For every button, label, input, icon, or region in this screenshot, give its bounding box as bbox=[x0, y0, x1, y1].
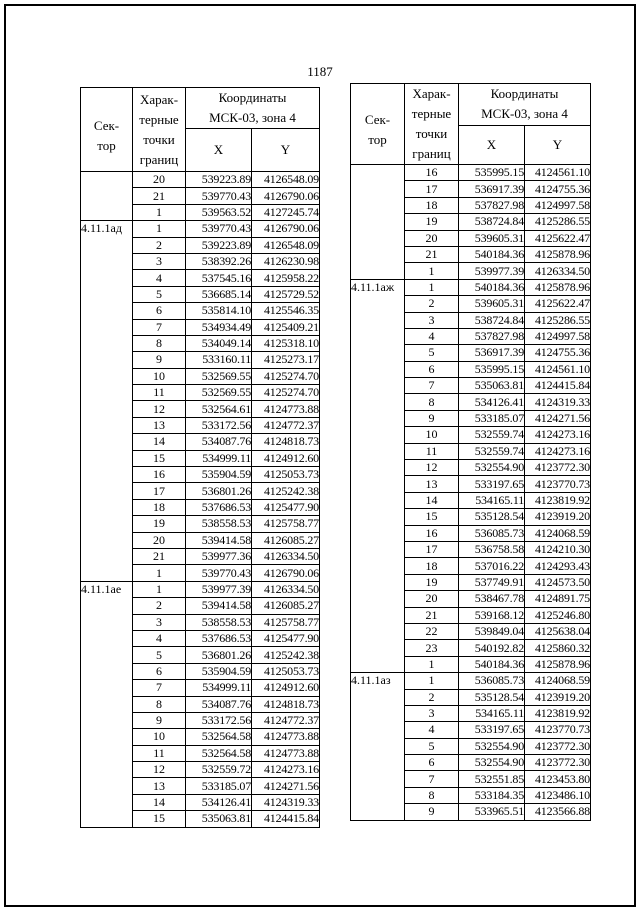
x-cell: 538724.84 bbox=[459, 312, 525, 328]
y-cell: 4124755.36 bbox=[525, 345, 591, 361]
x-cell: 539605.31 bbox=[459, 230, 525, 246]
x-cell: 537827.98 bbox=[459, 197, 525, 213]
x-cell: 539223.89 bbox=[186, 237, 252, 253]
point-cell: 16 bbox=[405, 165, 459, 181]
y-cell: 4124068.59 bbox=[525, 525, 591, 541]
y-cell: 4125273.17 bbox=[252, 352, 320, 368]
point-cell: 6 bbox=[405, 361, 459, 377]
y-cell: 4125477.90 bbox=[252, 630, 320, 646]
x-cell: 539770.43 bbox=[186, 565, 252, 581]
point-cell: 13 bbox=[133, 417, 186, 433]
x-cell: 536801.26 bbox=[186, 647, 252, 663]
x-cell: 533172.56 bbox=[186, 417, 252, 433]
x-cell: 534999.11 bbox=[186, 450, 252, 466]
x-cell: 540184.36 bbox=[459, 279, 525, 295]
y-cell: 4125729.52 bbox=[252, 286, 320, 302]
point-cell: 6 bbox=[405, 755, 459, 771]
x-cell: 537545.16 bbox=[186, 270, 252, 286]
y-cell: 4125242.38 bbox=[252, 647, 320, 663]
point-cell: 5 bbox=[405, 738, 459, 754]
x-cell: 532559.74 bbox=[459, 443, 525, 459]
point-cell: 11 bbox=[133, 385, 186, 401]
x-cell: 534087.76 bbox=[186, 696, 252, 712]
y-cell: 4124271.56 bbox=[252, 778, 320, 794]
point-cell: 18 bbox=[405, 558, 459, 574]
y-cell: 4126334.50 bbox=[252, 581, 320, 597]
point-cell: 13 bbox=[405, 476, 459, 492]
sector-cell: 4.11.1аж bbox=[351, 279, 405, 672]
y-cell: 4123772.30 bbox=[525, 755, 591, 771]
y-cell: 4123770.73 bbox=[525, 722, 591, 738]
x-header: X bbox=[459, 125, 525, 165]
y-cell: 4124997.58 bbox=[525, 328, 591, 344]
point-cell: 16 bbox=[133, 467, 186, 483]
y-cell: 4124818.73 bbox=[252, 696, 320, 712]
y-cell: 4124210.30 bbox=[525, 541, 591, 557]
x-cell: 539168.12 bbox=[459, 607, 525, 623]
y-cell: 4124773.88 bbox=[252, 745, 320, 761]
y-cell: 4126085.27 bbox=[252, 598, 320, 614]
x-cell: 533197.65 bbox=[459, 476, 525, 492]
y-cell: 4125878.96 bbox=[525, 656, 591, 672]
coords-header: Координаты МСК-03, зона 4 bbox=[186, 88, 320, 129]
x-cell: 539770.43 bbox=[186, 188, 252, 204]
point-cell: 15 bbox=[405, 509, 459, 525]
y-cell: 4124415.84 bbox=[252, 811, 320, 827]
y-cell: 4126334.50 bbox=[252, 548, 320, 564]
y-cell: 4124997.58 bbox=[525, 197, 591, 213]
point-cell: 16 bbox=[405, 525, 459, 541]
x-cell: 535904.59 bbox=[186, 663, 252, 679]
x-cell: 538392.26 bbox=[186, 253, 252, 269]
x-cell: 537686.53 bbox=[186, 499, 252, 515]
y-cell: 4126548.09 bbox=[252, 237, 320, 253]
x-cell: 534049.14 bbox=[186, 335, 252, 351]
y-cell: 4125477.90 bbox=[252, 499, 320, 515]
x-cell: 532551.85 bbox=[459, 771, 525, 787]
x-cell: 535063.81 bbox=[459, 378, 525, 394]
point-cell: 11 bbox=[133, 745, 186, 761]
y-cell: 4124755.36 bbox=[525, 181, 591, 197]
y-cell: 4126085.27 bbox=[252, 532, 320, 548]
x-cell: 538558.53 bbox=[186, 614, 252, 630]
point-cell: 2 bbox=[133, 237, 186, 253]
y-cell: 4125878.96 bbox=[525, 246, 591, 262]
point-cell: 7 bbox=[405, 378, 459, 394]
x-cell: 532554.90 bbox=[459, 755, 525, 771]
point-cell: 1 bbox=[133, 221, 186, 237]
point-cell: 10 bbox=[133, 729, 186, 745]
point-cell: 8 bbox=[405, 787, 459, 803]
sector-cell bbox=[351, 165, 405, 280]
sector-cell: 4.11.1ад bbox=[81, 221, 133, 582]
y-cell: 4125053.73 bbox=[252, 467, 320, 483]
x-cell: 535995.15 bbox=[459, 165, 525, 181]
point-cell: 9 bbox=[133, 352, 186, 368]
y-cell: 4126790.06 bbox=[252, 565, 320, 581]
x-cell: 537686.53 bbox=[186, 630, 252, 646]
table-row bbox=[351, 673, 591, 689]
x-cell: 536917.39 bbox=[459, 345, 525, 361]
point-cell: 2 bbox=[405, 689, 459, 705]
y-cell: 4125758.77 bbox=[252, 614, 320, 630]
x-cell: 533185.07 bbox=[459, 410, 525, 426]
point-cell: 6 bbox=[133, 663, 186, 679]
point-cell: 1 bbox=[405, 656, 459, 672]
x-cell: 536085.73 bbox=[459, 525, 525, 541]
y-cell: 4125286.55 bbox=[525, 214, 591, 230]
point-cell: 21 bbox=[133, 548, 186, 564]
x-cell: 532554.90 bbox=[459, 738, 525, 754]
y-header: Y bbox=[525, 125, 591, 165]
x-cell: 537827.98 bbox=[459, 328, 525, 344]
x-cell: 534165.11 bbox=[459, 705, 525, 721]
point-cell: 9 bbox=[405, 410, 459, 426]
sector-cell: 4.11.1аз bbox=[351, 673, 405, 821]
x-cell: 533172.56 bbox=[186, 712, 252, 728]
sector-header: Сек- тор bbox=[81, 88, 133, 172]
point-cell: 4 bbox=[405, 722, 459, 738]
point-cell: 22 bbox=[405, 623, 459, 639]
x-cell: 539849.04 bbox=[459, 623, 525, 639]
y-cell: 4124912.60 bbox=[252, 680, 320, 696]
x-cell: 532564.58 bbox=[186, 745, 252, 761]
y-cell: 4126548.09 bbox=[252, 172, 320, 188]
y-cell: 4124772.37 bbox=[252, 417, 320, 433]
x-cell: 534087.76 bbox=[186, 434, 252, 450]
y-cell: 4124912.60 bbox=[252, 450, 320, 466]
point-cell: 7 bbox=[133, 680, 186, 696]
y-cell: 4124573.50 bbox=[525, 574, 591, 590]
y-cell: 4125860.32 bbox=[525, 640, 591, 656]
y-cell: 4124891.75 bbox=[525, 591, 591, 607]
x-cell: 538467.78 bbox=[459, 591, 525, 607]
x-cell: 533965.51 bbox=[459, 804, 525, 820]
x-cell: 535128.54 bbox=[459, 689, 525, 705]
y-cell: 4125246.80 bbox=[525, 607, 591, 623]
point-cell: 23 bbox=[405, 640, 459, 656]
point-cell: 14 bbox=[133, 434, 186, 450]
point-cell: 5 bbox=[133, 647, 186, 663]
x-cell: 534126.41 bbox=[459, 394, 525, 410]
point-cell: 14 bbox=[133, 794, 186, 810]
x-cell: 539977.39 bbox=[186, 581, 252, 597]
point-cell: 10 bbox=[133, 368, 186, 384]
point-cell: 3 bbox=[133, 614, 186, 630]
point-cell: 9 bbox=[405, 804, 459, 820]
x-cell: 533185.07 bbox=[186, 778, 252, 794]
y-cell: 4125622.47 bbox=[525, 296, 591, 312]
point-cell: 17 bbox=[405, 181, 459, 197]
points-header: Харак- терные точки границ bbox=[405, 84, 459, 165]
y-cell: 4125546.35 bbox=[252, 303, 320, 319]
x-cell: 539223.89 bbox=[186, 172, 252, 188]
y-cell: 4126334.50 bbox=[525, 263, 591, 279]
y-cell: 4125242.38 bbox=[252, 483, 320, 499]
x-cell: 538724.84 bbox=[459, 214, 525, 230]
y-cell: 4124818.73 bbox=[252, 434, 320, 450]
coordinates-table-right bbox=[350, 83, 591, 821]
coordinates-table-left bbox=[80, 87, 320, 828]
point-cell: 20 bbox=[133, 172, 186, 188]
left-table-body bbox=[81, 172, 320, 828]
y-cell: 4125274.70 bbox=[252, 368, 320, 384]
point-cell: 7 bbox=[133, 319, 186, 335]
x-cell: 536085.73 bbox=[459, 673, 525, 689]
y-cell: 4126230.98 bbox=[252, 253, 320, 269]
x-cell: 540184.36 bbox=[459, 656, 525, 672]
y-cell: 4124273.16 bbox=[525, 427, 591, 443]
y-cell: 4124271.56 bbox=[525, 410, 591, 426]
point-cell: 1 bbox=[133, 565, 186, 581]
point-cell: 3 bbox=[405, 705, 459, 721]
x-cell: 539977.39 bbox=[459, 263, 525, 279]
point-cell: 6 bbox=[133, 303, 186, 319]
point-cell: 19 bbox=[405, 214, 459, 230]
x-header: X bbox=[186, 129, 252, 172]
y-cell: 4125053.73 bbox=[252, 663, 320, 679]
point-cell: 21 bbox=[133, 188, 186, 204]
y-cell: 4124772.37 bbox=[252, 712, 320, 728]
point-cell: 1 bbox=[405, 279, 459, 295]
x-cell: 539414.58 bbox=[186, 532, 252, 548]
point-cell: 8 bbox=[405, 394, 459, 410]
x-cell: 532564.61 bbox=[186, 401, 252, 417]
y-cell: 4123819.92 bbox=[525, 492, 591, 508]
x-cell: 533197.65 bbox=[459, 722, 525, 738]
point-cell: 2 bbox=[405, 296, 459, 312]
x-cell: 536801.26 bbox=[186, 483, 252, 499]
table-row bbox=[81, 172, 320, 188]
y-cell: 4124773.88 bbox=[252, 729, 320, 745]
point-cell: 1 bbox=[405, 673, 459, 689]
y-cell: 4127245.74 bbox=[252, 204, 320, 220]
point-cell: 18 bbox=[405, 197, 459, 213]
point-cell: 4 bbox=[133, 270, 186, 286]
y-cell: 4125758.77 bbox=[252, 516, 320, 532]
y-cell: 4123770.73 bbox=[525, 476, 591, 492]
y-cell: 4124319.33 bbox=[252, 794, 320, 810]
x-cell: 539563.52 bbox=[186, 204, 252, 220]
y-cell: 4125318.10 bbox=[252, 335, 320, 351]
point-cell: 12 bbox=[133, 762, 186, 778]
y-cell: 4123919.20 bbox=[525, 689, 591, 705]
x-cell: 536758.58 bbox=[459, 541, 525, 557]
x-cell: 535904.59 bbox=[186, 467, 252, 483]
x-cell: 539977.36 bbox=[186, 548, 252, 564]
point-cell: 19 bbox=[405, 574, 459, 590]
y-cell: 4124561.10 bbox=[525, 165, 591, 181]
sector-cell: 4.11.1ае bbox=[81, 581, 133, 827]
point-cell: 18 bbox=[133, 499, 186, 515]
point-cell: 2 bbox=[133, 598, 186, 614]
x-cell: 539605.31 bbox=[459, 296, 525, 312]
x-cell: 539770.43 bbox=[186, 221, 252, 237]
point-cell: 17 bbox=[405, 541, 459, 557]
y-cell: 4125274.70 bbox=[252, 385, 320, 401]
right-table-body bbox=[351, 165, 591, 821]
y-cell: 4124561.10 bbox=[525, 361, 591, 377]
table-row bbox=[81, 221, 320, 237]
point-cell: 20 bbox=[133, 532, 186, 548]
sector-header: Сек- тор bbox=[351, 84, 405, 165]
point-cell: 4 bbox=[405, 328, 459, 344]
x-cell: 540184.36 bbox=[459, 246, 525, 262]
point-cell: 21 bbox=[405, 246, 459, 262]
table-row bbox=[351, 279, 591, 295]
point-cell: 20 bbox=[405, 591, 459, 607]
point-cell: 3 bbox=[405, 312, 459, 328]
y-cell: 4123486.10 bbox=[525, 787, 591, 803]
x-cell: 535814.10 bbox=[186, 303, 252, 319]
x-cell: 532569.55 bbox=[186, 385, 252, 401]
y-cell: 4125958.22 bbox=[252, 270, 320, 286]
point-cell: 10 bbox=[405, 427, 459, 443]
x-cell: 533184.35 bbox=[459, 787, 525, 803]
y-cell: 4125638.04 bbox=[525, 623, 591, 639]
y-cell: 4125409.21 bbox=[252, 319, 320, 335]
point-cell: 3 bbox=[133, 253, 186, 269]
page-number: 1187 bbox=[307, 64, 333, 79]
x-cell: 532559.72 bbox=[186, 762, 252, 778]
x-cell: 532569.55 bbox=[186, 368, 252, 384]
x-cell: 537749.91 bbox=[459, 574, 525, 590]
point-cell: 9 bbox=[133, 712, 186, 728]
table-row bbox=[351, 165, 591, 181]
point-cell: 12 bbox=[405, 460, 459, 476]
point-cell: 15 bbox=[133, 811, 186, 827]
point-cell: 15 bbox=[133, 450, 186, 466]
x-cell: 532564.58 bbox=[186, 729, 252, 745]
point-cell: 7 bbox=[405, 771, 459, 787]
sector-cell bbox=[81, 172, 133, 221]
y-cell: 4124319.33 bbox=[525, 394, 591, 410]
y-cell: 4124273.16 bbox=[252, 762, 320, 778]
y-cell: 4124068.59 bbox=[525, 673, 591, 689]
y-cell: 4123919.20 bbox=[525, 509, 591, 525]
x-cell: 532559.74 bbox=[459, 427, 525, 443]
point-cell: 8 bbox=[133, 696, 186, 712]
point-cell: 5 bbox=[405, 345, 459, 361]
x-cell: 534999.11 bbox=[186, 680, 252, 696]
x-cell: 536685.14 bbox=[186, 286, 252, 302]
point-cell: 4 bbox=[133, 630, 186, 646]
y-cell: 4126790.06 bbox=[252, 221, 320, 237]
x-cell: 538558.53 bbox=[186, 516, 252, 532]
points-header: Харак- терные точки границ bbox=[133, 88, 186, 172]
y-header: Y bbox=[252, 129, 320, 172]
y-cell: 4123772.30 bbox=[525, 460, 591, 476]
x-cell: 535128.54 bbox=[459, 509, 525, 525]
x-cell: 535995.15 bbox=[459, 361, 525, 377]
point-cell: 11 bbox=[405, 443, 459, 459]
point-cell: 1 bbox=[133, 204, 186, 220]
point-cell: 12 bbox=[133, 401, 186, 417]
x-cell: 533160.11 bbox=[186, 352, 252, 368]
y-cell: 4125286.55 bbox=[525, 312, 591, 328]
y-cell: 4123819.92 bbox=[525, 705, 591, 721]
point-cell: 17 bbox=[133, 483, 186, 499]
x-cell: 534126.41 bbox=[186, 794, 252, 810]
x-cell: 540192.82 bbox=[459, 640, 525, 656]
y-cell: 4123566.88 bbox=[525, 804, 591, 820]
x-cell: 536917.39 bbox=[459, 181, 525, 197]
x-cell: 532554.90 bbox=[459, 460, 525, 476]
point-cell: 5 bbox=[133, 286, 186, 302]
point-cell: 19 bbox=[133, 516, 186, 532]
y-cell: 4124293.43 bbox=[525, 558, 591, 574]
x-cell: 534165.11 bbox=[459, 492, 525, 508]
table-row bbox=[81, 581, 320, 597]
y-cell: 4125622.47 bbox=[525, 230, 591, 246]
point-cell: 1 bbox=[133, 581, 186, 597]
y-cell: 4124773.88 bbox=[252, 401, 320, 417]
point-cell: 14 bbox=[405, 492, 459, 508]
y-cell: 4125878.96 bbox=[525, 279, 591, 295]
y-cell: 4124273.16 bbox=[525, 443, 591, 459]
y-cell: 4126790.06 bbox=[252, 188, 320, 204]
x-cell: 535063.81 bbox=[186, 811, 252, 827]
y-cell: 4123453.80 bbox=[525, 771, 591, 787]
x-cell: 534934.49 bbox=[186, 319, 252, 335]
point-cell: 21 bbox=[405, 607, 459, 623]
x-cell: 537016.22 bbox=[459, 558, 525, 574]
coords-header: Координаты МСК-03, зона 4 bbox=[459, 84, 591, 126]
x-cell: 539414.58 bbox=[186, 598, 252, 614]
point-cell: 20 bbox=[405, 230, 459, 246]
y-cell: 4123772.30 bbox=[525, 738, 591, 754]
y-cell: 4124415.84 bbox=[525, 378, 591, 394]
point-cell: 13 bbox=[133, 778, 186, 794]
point-cell: 8 bbox=[133, 335, 186, 351]
point-cell: 1 bbox=[405, 263, 459, 279]
